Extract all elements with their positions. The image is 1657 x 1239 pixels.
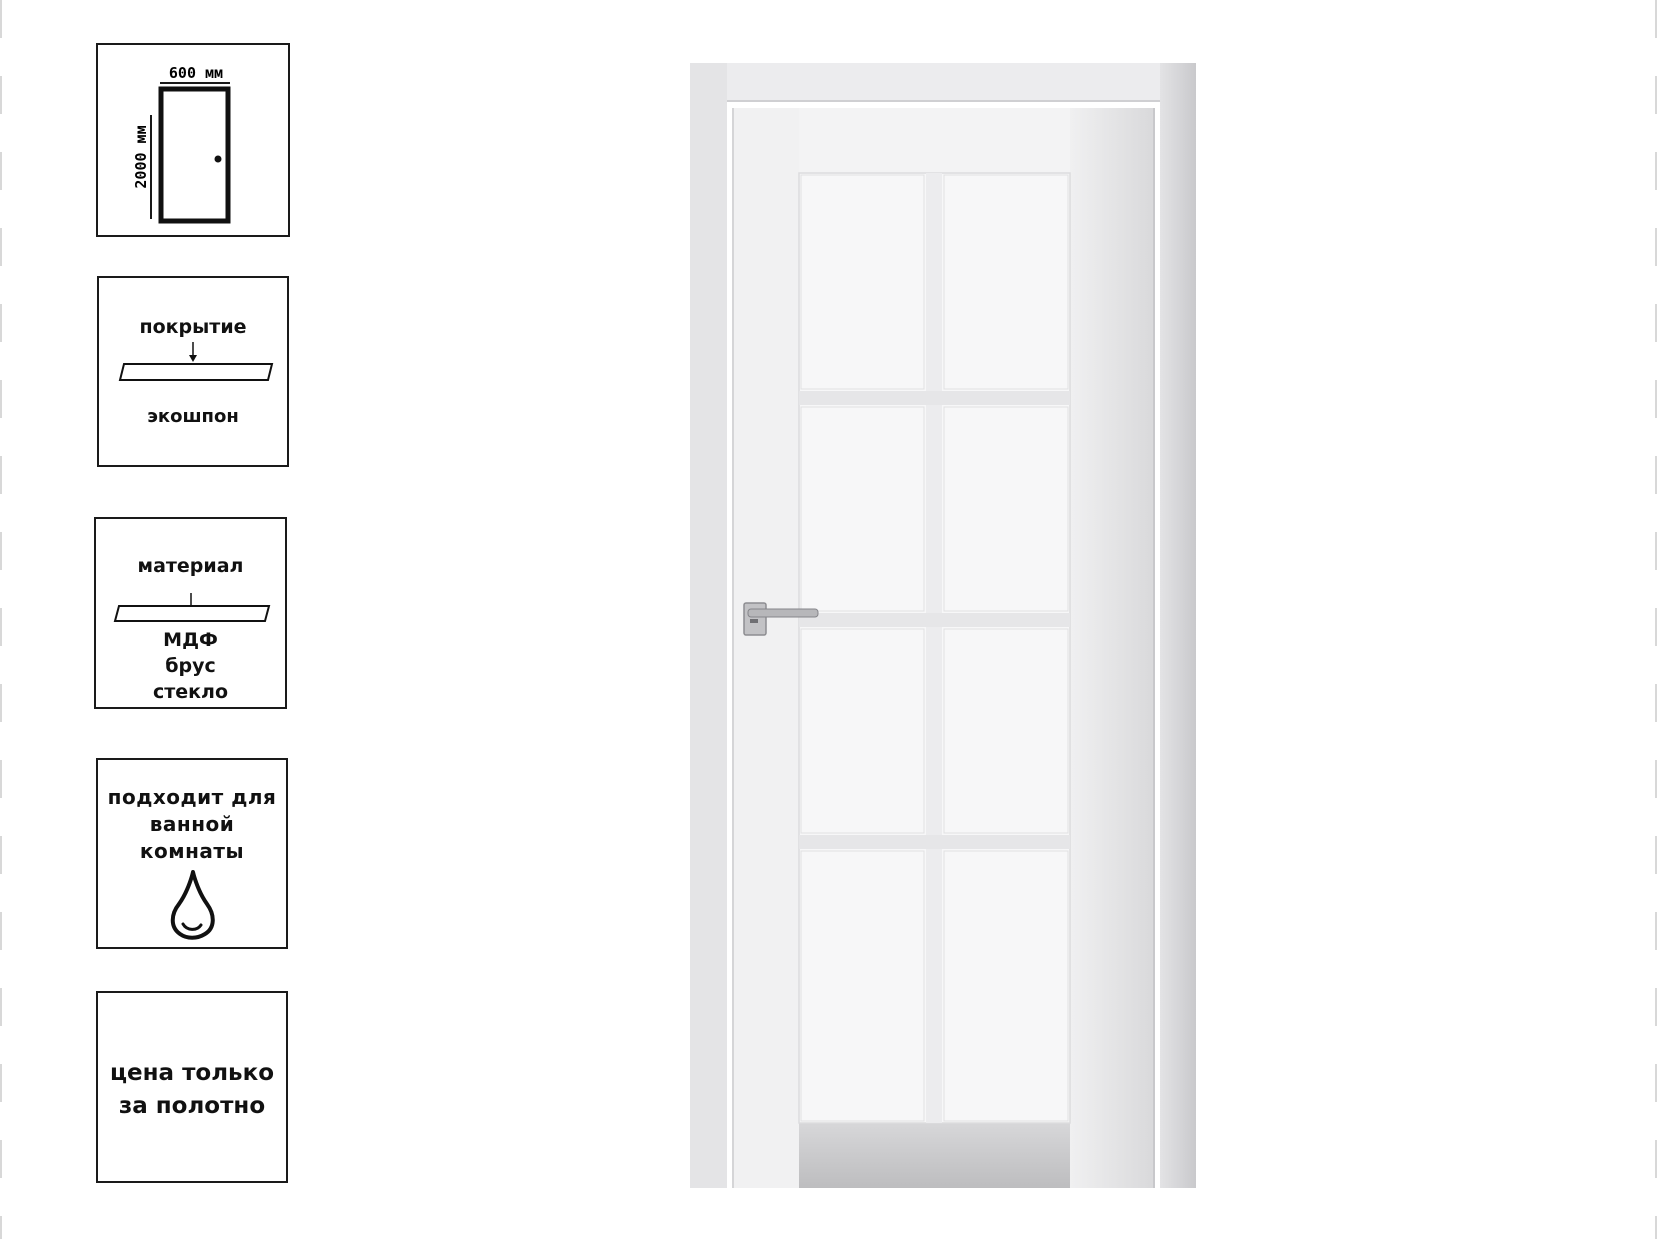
bathroom-card bbox=[96, 758, 288, 949]
left-edge-line bbox=[0, 0, 2, 1239]
door-casing-right bbox=[1160, 63, 1196, 1188]
door-stile-right bbox=[1070, 108, 1154, 1188]
layer-arrow-icon bbox=[99, 340, 289, 400]
door-stile-left bbox=[733, 108, 799, 1188]
door-casing-left bbox=[690, 63, 727, 1188]
coating-card bbox=[97, 276, 289, 467]
height-label: 2000 мм bbox=[132, 125, 150, 189]
door-image bbox=[690, 63, 1196, 1188]
material-value-glass: стекло bbox=[152, 681, 229, 703]
muntin-1 bbox=[799, 391, 1070, 405]
door-outline-icon bbox=[98, 45, 288, 235]
water-drop-icon bbox=[163, 868, 223, 940]
price-note-line-1: цена только bbox=[110, 1060, 274, 1086]
coating-title: покрытие bbox=[139, 316, 247, 338]
bathroom-line-2: ванной bbox=[149, 812, 235, 836]
door-top-rail bbox=[799, 108, 1070, 173]
material-title: материал bbox=[137, 555, 244, 577]
door-bottom-rail bbox=[799, 1123, 1070, 1188]
width-label: 600 мм bbox=[168, 64, 224, 82]
dimensions-card bbox=[96, 43, 290, 237]
door-casing-top bbox=[727, 63, 1160, 101]
bathroom-line-1: подходит для bbox=[107, 785, 277, 809]
price-note-line-2: за полотно bbox=[118, 1093, 266, 1119]
bathroom-line-3: комнаты bbox=[139, 839, 245, 863]
coating-value: экошпон bbox=[147, 406, 239, 427]
material-card bbox=[94, 517, 287, 709]
material-value-mdf: МДФ bbox=[163, 629, 218, 651]
muntin-3 bbox=[799, 835, 1070, 849]
material-value-timber: брус bbox=[165, 655, 216, 677]
mullion-vertical bbox=[926, 173, 942, 1123]
price-note-card bbox=[96, 991, 288, 1183]
muntin-2 bbox=[799, 613, 1070, 627]
